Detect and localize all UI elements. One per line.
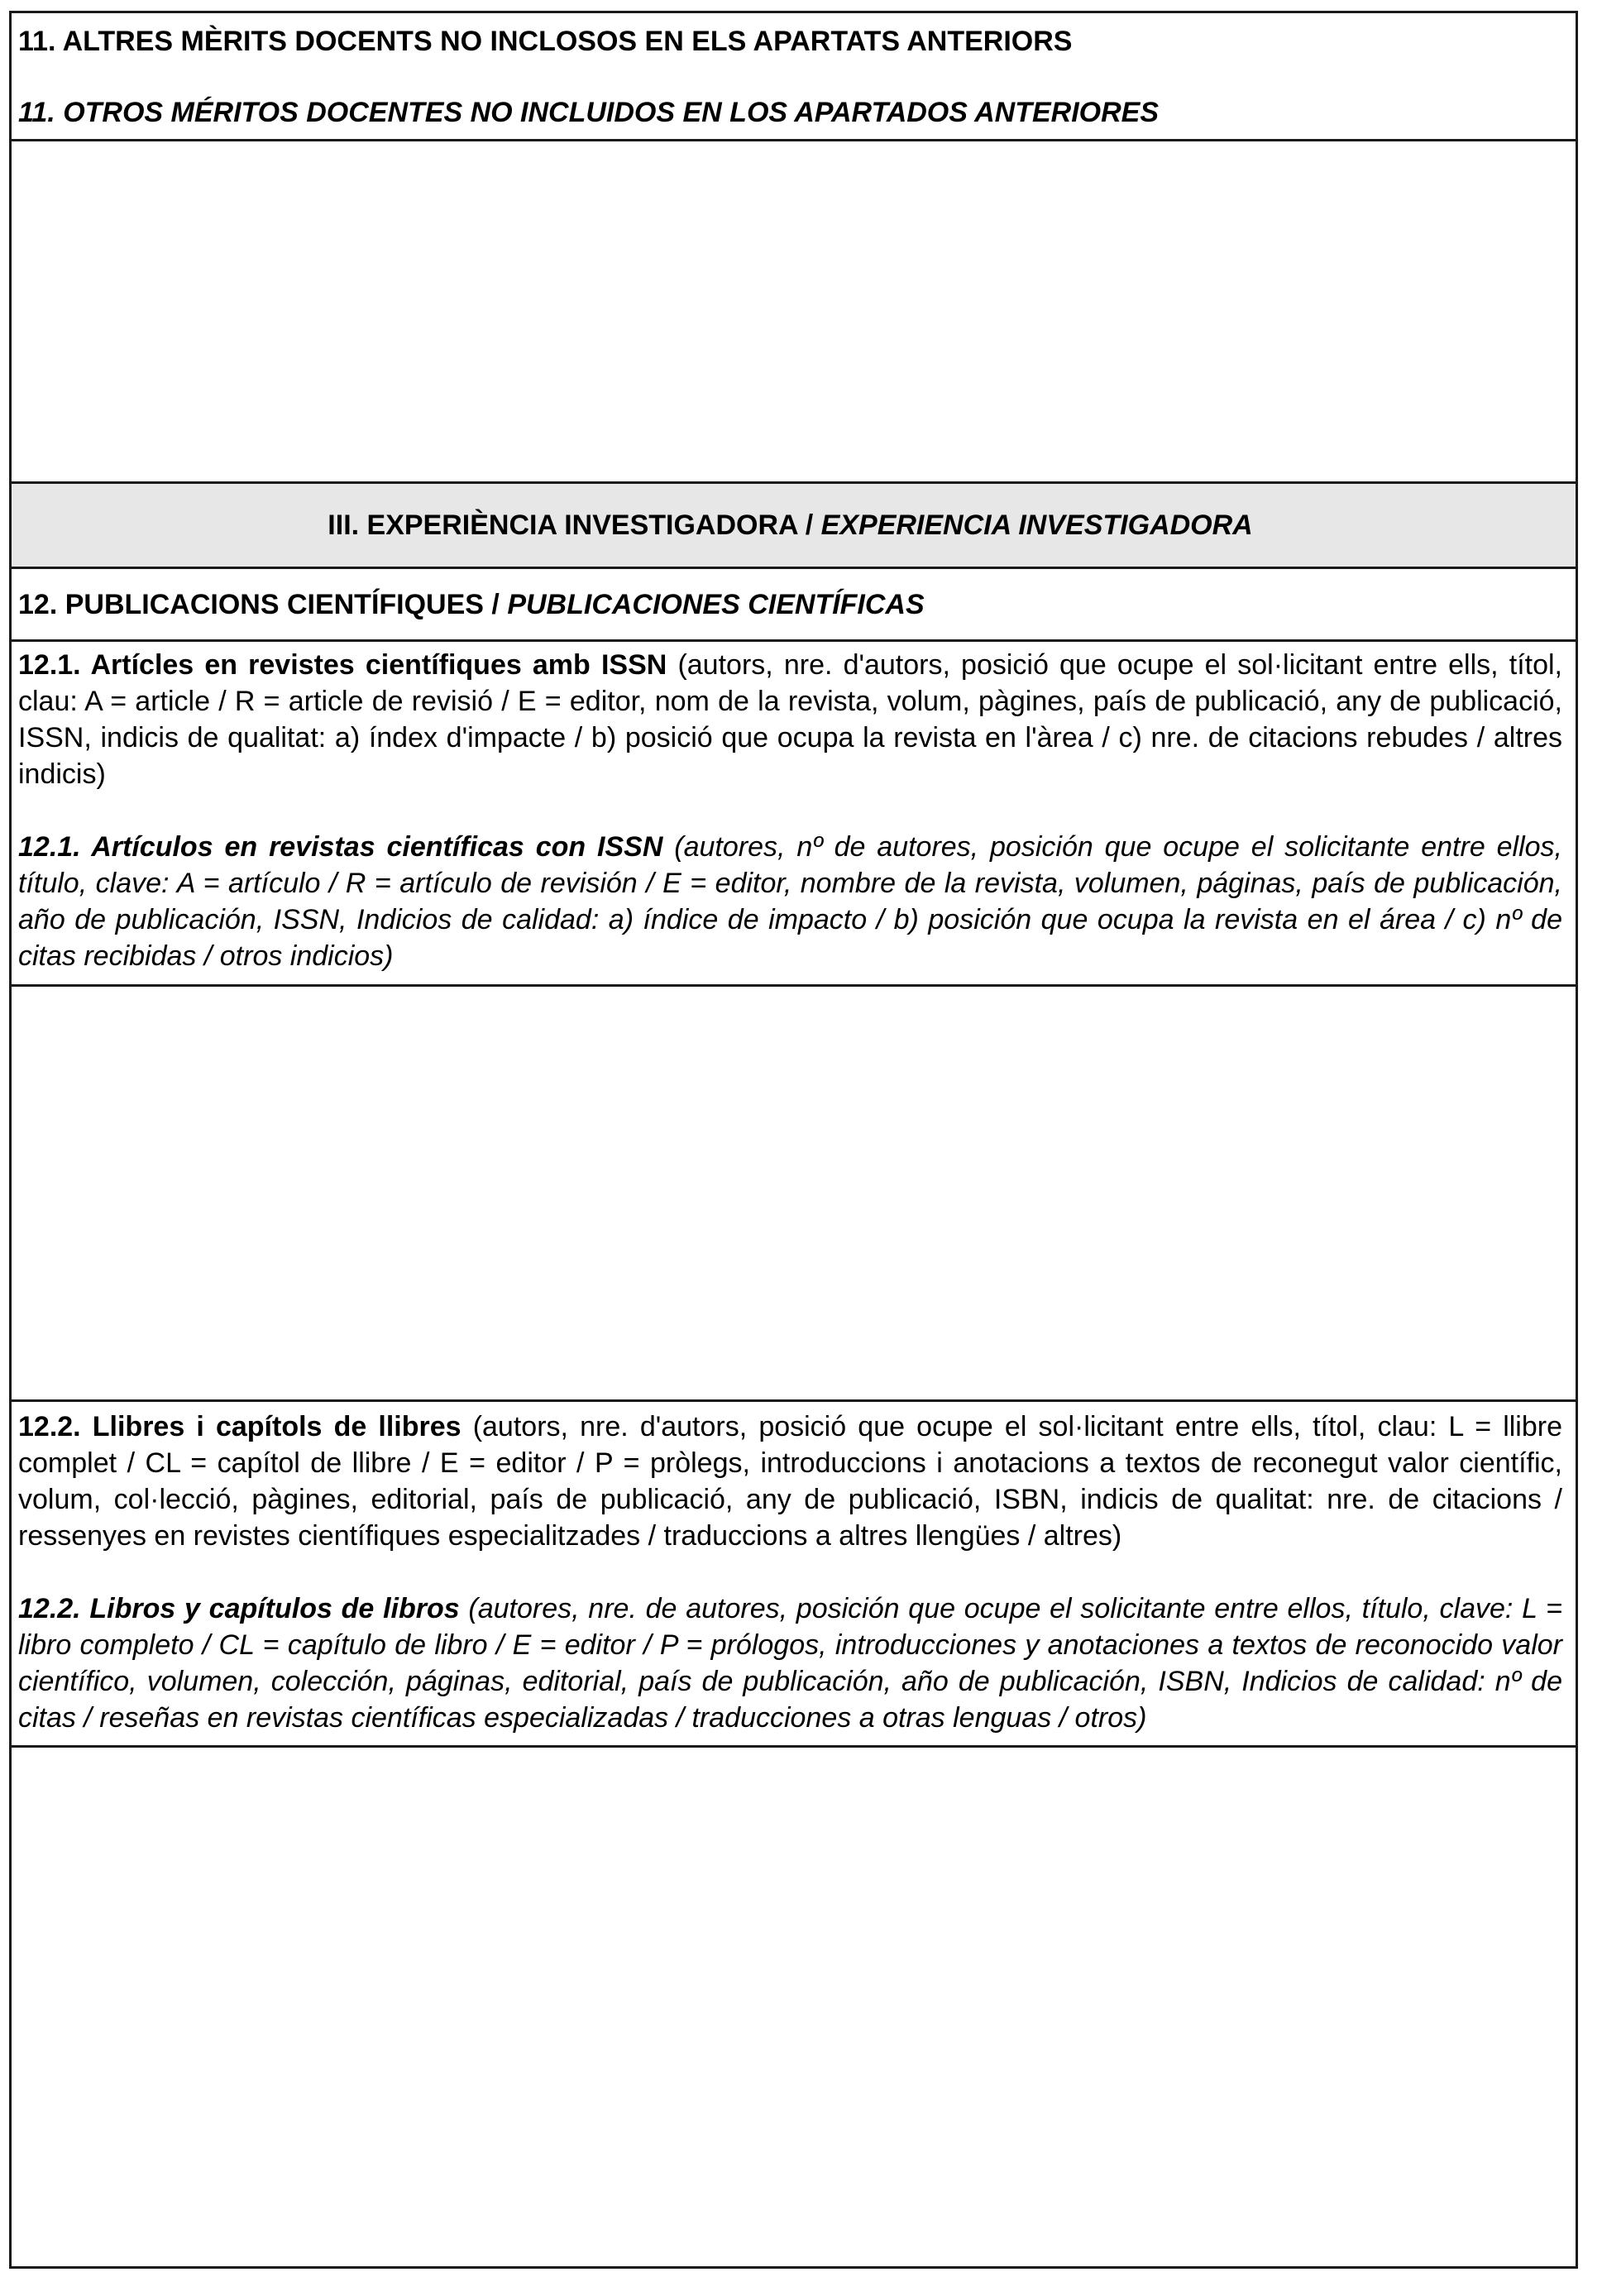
section-iii-band <box>12 484 1576 569</box>
section-iii-title <box>328 507 1252 543</box>
section-12-2-body-es: (autores, nre. de autores, posición que ocupe el solicitante entre ellos, título, clave: L = libro completo / CL = capítulo de libro / E = editor / P = prólogos, introducciones y anotaciones a textos de reconocido valor científico, volumen, colección, páginas, editorial, país de publicación, año de publicación, ISBN, Indicios de calidad: nº de citas / reseñas en revistas científicas especializadas / traducciones a otras lenguas / otros) <box>18 1593 1562 1734</box>
section-12-2-lead-es: 12.2. Libros y capítulos de libros <box>18 1593 460 1624</box>
section-12-1-lead-ca: 12.1. Artícles en revistes científiques amb ISSN <box>18 649 667 681</box>
section-12-header-cell <box>12 569 1576 642</box>
section-iii-title-ca: III. EXPERIÈNCIA INVESTIGADORA / <box>328 509 821 541</box>
section-12-2-paragraph-ca <box>18 1409 1562 1554</box>
section-12-1-paragraph-ca <box>18 647 1562 792</box>
section-12-1-body-ca: (autors, nre. d'autors, posició que ocupe el sol·licitant entre ells, títol, clau: A = article / R = article de revisió / E = editor, nom de la revista, volum, pàgines, país de publicació, any de publicació, ISSN, indicis de qualitat: a) índex d'impacte / b) posició que ocupa la revista en l'àrea / c) nre. de citacions rebudes / altres indicis) <box>18 649 1562 790</box>
section-12-2-paragraph-es <box>18 1590 1562 1736</box>
section-12-1-paragraph-es <box>18 829 1562 974</box>
section-11-title-ca: 11. ALTRES MÈRITS DOCENTS NO INCLOSOS EN ELS APARTATS ANTERIORS <box>18 26 1073 57</box>
section-iii-title-es: EXPERIENCIA INVESTIGADORA <box>820 509 1253 541</box>
section-12-1-lead-es: 12.1. Artículos en revistas científicas con ISSN <box>18 831 663 863</box>
section-11-header-cell <box>12 13 1576 141</box>
section-12-title <box>18 586 925 623</box>
section-12-1-entry-box[interactable] <box>12 987 1576 1402</box>
section-12-2-body-ca: (autors, nre. d'autors, posició que ocupe el sol·licitant entre ells, títol, clau: L = llibre complet / CL = capítol de llibre / E = editor / P = pròlegs, introduccions i anotacions a textos de reconegut valor científic, volum, col·lecció, pàgines, editorial, país de publicació, any de publicació, ISBN, indicis de qualitat: nre. de citacions / ressenyes en revistes científiques especialitzades / traduccions a altres llengües / altres) <box>18 1411 1562 1552</box>
section-12-title-ca: 12. PUBLICACIONS CIENTÍFIQUES / <box>18 588 508 620</box>
section-12-2-entry-box[interactable] <box>12 1748 1576 2266</box>
section-12-2-lead-ca: 12.2. Llibres i capítols de llibres <box>18 1411 461 1442</box>
section-12-1-description-cell <box>12 642 1576 987</box>
section-12-2-description-cell <box>12 1402 1576 1748</box>
section-12-title-es: PUBLICACIONES CIENTÍFICAS <box>507 588 925 620</box>
merits-form-table <box>9 11 1578 2269</box>
section-12-1-body-es: (autores, nº de autores, posición que ocupe el solicitante entre ellos, título, clave: A = artículo / R = artículo de revisión / E = editor, nombre de la revista, volumen, páginas, país de publicación, año de publicación, ISSN, Indicios de calidad: a) índice de impacto / b) posición que ocupa la revista en el área / c) nº de citas recibidas / otros indicios) <box>18 831 1562 972</box>
section-11-title-es: 11. OTROS MÉRITOS DOCENTES NO INCLUIDOS EN LOS APARTADOS ANTERIORES <box>18 97 1160 128</box>
section-11-entry-box[interactable] <box>12 141 1576 484</box>
